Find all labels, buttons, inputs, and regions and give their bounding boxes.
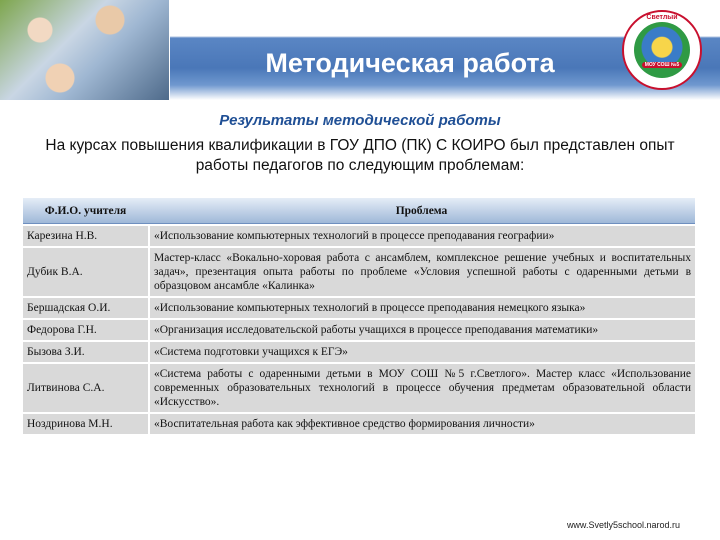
header-teacher-name: Ф.И.О. учителя <box>23 198 148 224</box>
header-photo <box>0 0 170 100</box>
results-table <box>23 196 695 436</box>
teacher-name-cell: Дубик В.А. <box>23 248 148 296</box>
teacher-name-cell: Бызова З.И. <box>23 342 148 362</box>
table-row <box>23 320 695 340</box>
problem-cell: «Воспитательная работа как эффективное средство формирования личности» <box>148 414 695 434</box>
table-row <box>23 248 695 296</box>
table-row <box>23 414 695 434</box>
intro-paragraph: На курсах повышения квалификации в ГОУ ДПО (ПК) С КОИРО был представлен опыт работы педагогов по следующим проблемам: <box>45 137 675 174</box>
header-banner <box>0 0 720 100</box>
table-header-row <box>23 198 695 224</box>
website-footer-link[interactable]: www.Svetly5school.narod.ru <box>566 520 680 530</box>
teacher-name-cell: Федорова Г.Н. <box>23 320 148 340</box>
table-row <box>23 342 695 362</box>
teacher-name-cell: Литвинова С.А. <box>23 364 148 412</box>
problem-cell: «Организация исследовательской работы учащихся в процессе преподавания математики» <box>148 320 695 340</box>
teacher-name-cell: Ноздринова М.Н. <box>23 414 148 434</box>
table-row <box>23 364 695 412</box>
emblem-top-text: Светлый <box>646 14 678 21</box>
section-subtitle: Результаты методической работы <box>219 112 501 129</box>
table-row <box>23 298 695 318</box>
problem-cell: «Система подготовки учащихся к ЕГЭ» <box>148 342 695 362</box>
school-emblem-logo <box>622 10 702 90</box>
emblem-globe-icon <box>634 22 690 78</box>
page-title: Методическая работа <box>265 48 555 78</box>
emblem-bottom-text: МОУ СОШ №5 <box>642 62 682 68</box>
problem-cell: «Использование компьютерных технологий в процессе преподавания географии» <box>148 226 695 246</box>
problem-cell: Мастер-класс «Вокально-хоровая работа с ансамблем, комплексное решение учебных и воспитательных задач», презентация опыта работы по проблеме «Условия успешной работы с одаренными детьми в образцовом ансамбле «Калинка» <box>148 248 695 296</box>
teacher-name-cell: Карезина Н.В. <box>23 226 148 246</box>
problem-cell: «Система работы с одаренными детьми в МОУ СОШ №5 г.Светлого». Мастер класс «Использование современных образовательных технологий в процессе обучения предметам образовательной области «Искусство». <box>148 364 695 412</box>
teacher-name-cell: Бершадская О.И. <box>23 298 148 318</box>
table-row <box>23 226 695 246</box>
header-problem: Проблема <box>148 198 695 224</box>
problem-cell: «Использование компьютерных технологий в процессе преподавания немецкого языка» <box>148 298 695 318</box>
